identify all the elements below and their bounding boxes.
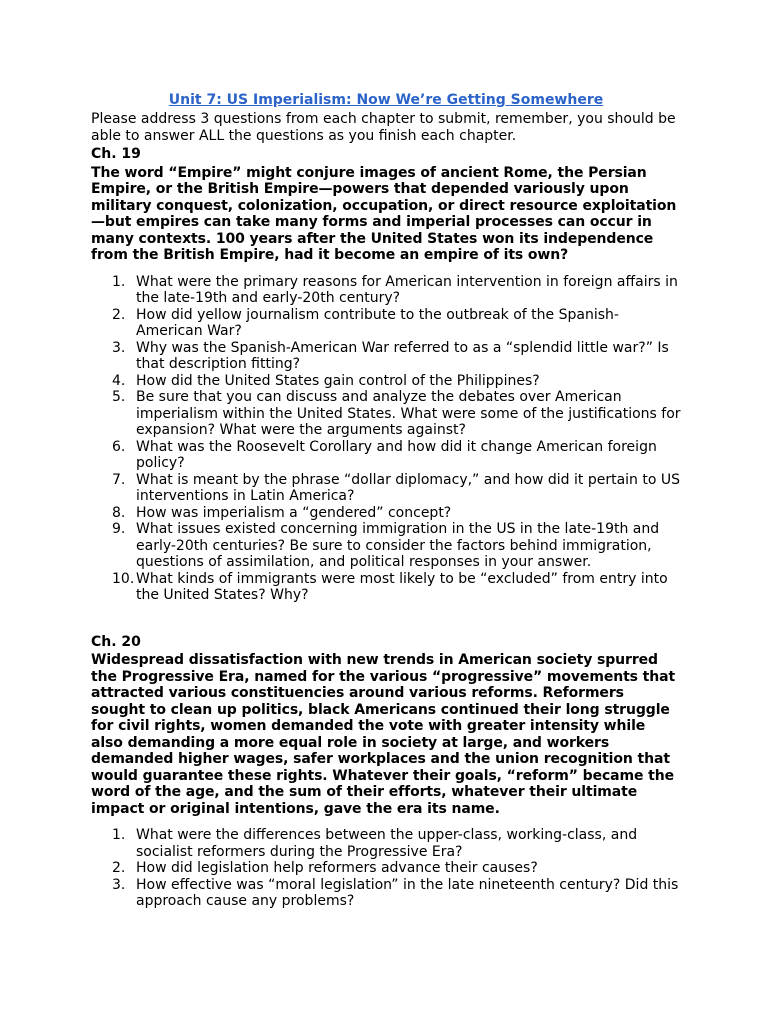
question-number: 7. bbox=[112, 471, 126, 488]
question-text: What kinds of immigrants were most likely to be “excluded” from entry into the United States? Why? bbox=[136, 570, 668, 603]
chapter-20-heading: Ch. 20 bbox=[91, 633, 141, 650]
question-number: 3. bbox=[112, 876, 126, 893]
question-text: What were the differences between the upper-class, working-class, and socialist reformers during the Progressive Era? bbox=[136, 827, 638, 860]
question-number: 2. bbox=[112, 306, 126, 323]
question-text: How did legislation help reformers advance their causes? bbox=[136, 860, 538, 876]
question-item bbox=[91, 340, 681, 373]
question-item bbox=[91, 860, 681, 877]
question-number: 10. bbox=[112, 570, 135, 587]
question-item bbox=[91, 571, 681, 604]
question-item bbox=[91, 274, 681, 307]
question-text: What were the primary reasons for American intervention in foreign affairs in the late-19th and early-20th century? bbox=[136, 273, 678, 306]
question-item bbox=[91, 439, 681, 472]
question-item bbox=[91, 373, 681, 390]
question-item bbox=[91, 877, 681, 910]
question-number: 2. bbox=[112, 860, 126, 876]
chapter-19-heading: Ch. 19 bbox=[91, 146, 141, 162]
question-item bbox=[91, 307, 681, 340]
chapter-19-question-list bbox=[91, 274, 681, 604]
question-text: How was imperialism a “gendered” concept? bbox=[136, 504, 452, 521]
chapter-19-lead: The word “Empire” might conjure images of ancient Rome, the Persian Empire, or the British Empire—powers that depended variously upon military conquest, colonization, occupation, or direct resource exploitation—but empires can take many forms and imperial processes can occur in many contexts. 100 years after the United States won its independence from the British Empire, had it become an empire of its own? bbox=[91, 164, 677, 263]
question-text: What is meant by the phrase “dollar diplomacy,” and how did it pertain to US interventions in Latin America? bbox=[136, 471, 680, 504]
question-text: How did yellow journalism contribute to the outbreak of the Spanish-American War? bbox=[136, 306, 619, 339]
chapter-20-question-list bbox=[91, 827, 681, 910]
question-text: Be sure that you can discuss and analyze the debates over American imperialism within the United States. What were some of the justifications for expansion? What were the arguments against? bbox=[136, 389, 681, 438]
question-item bbox=[91, 827, 681, 860]
question-text: Why was the Spanish-American War referred to as a “splendid little war?” Is that description fitting? bbox=[136, 339, 669, 372]
question-number: 8. bbox=[112, 504, 126, 521]
question-item bbox=[91, 505, 681, 522]
question-number: 4. bbox=[112, 372, 126, 389]
question-number: 3. bbox=[112, 339, 126, 356]
question-item bbox=[91, 472, 681, 505]
document-page bbox=[91, 92, 681, 910]
question-text: How did the United States gain control of the Philippines? bbox=[136, 372, 540, 389]
question-text: How effective was “moral legislation” in the late nineteenth century? Did this approach cause any problems? bbox=[136, 876, 679, 909]
question-number: 6. bbox=[112, 438, 126, 455]
chapter-20-lead: Widespread dissatisfaction with new trends in American society spurred the Progressive Era, named for the various “progressive” movements that attracted various constituencies around various reforms. Reformers sought to clean up politics, black Americans continued their long struggle for civil rights, women demanded the vote with greater intensity while also demanding a more equal role in society at large, and workers demanded higher wages, safer workplaces and the union recognition that would guarantee these rights. Whatever their goals, “reform” became the word of the age, and the sum of their efforts, whatever their ultimate impact or original intentions, gave the era its name. bbox=[91, 652, 676, 817]
question-number: 1. bbox=[112, 827, 126, 843]
question-number: 9. bbox=[112, 521, 126, 537]
section-spacer bbox=[91, 604, 681, 632]
question-text: What was the Roosevelt Corollary and how did it change American foreign policy? bbox=[136, 438, 657, 471]
question-number: 5. bbox=[112, 389, 126, 405]
document-title[interactable]: Unit 7: US Imperialism: Now We’re Getting Somewhere bbox=[168, 92, 604, 108]
question-item bbox=[91, 521, 681, 571]
question-item bbox=[91, 389, 681, 439]
intro-paragraph: Please address 3 questions from each chapter to submit, remember, you should be able to answer ALL the questions as you finish each chapter. bbox=[91, 111, 676, 144]
question-number: 1. bbox=[112, 273, 126, 290]
question-text: What issues existed concerning immigration in the US in the late-19th and early-20th centuries? Be sure to consider the factors behind immigration, questions of assimilation, and political responses in your answer. bbox=[136, 521, 660, 570]
